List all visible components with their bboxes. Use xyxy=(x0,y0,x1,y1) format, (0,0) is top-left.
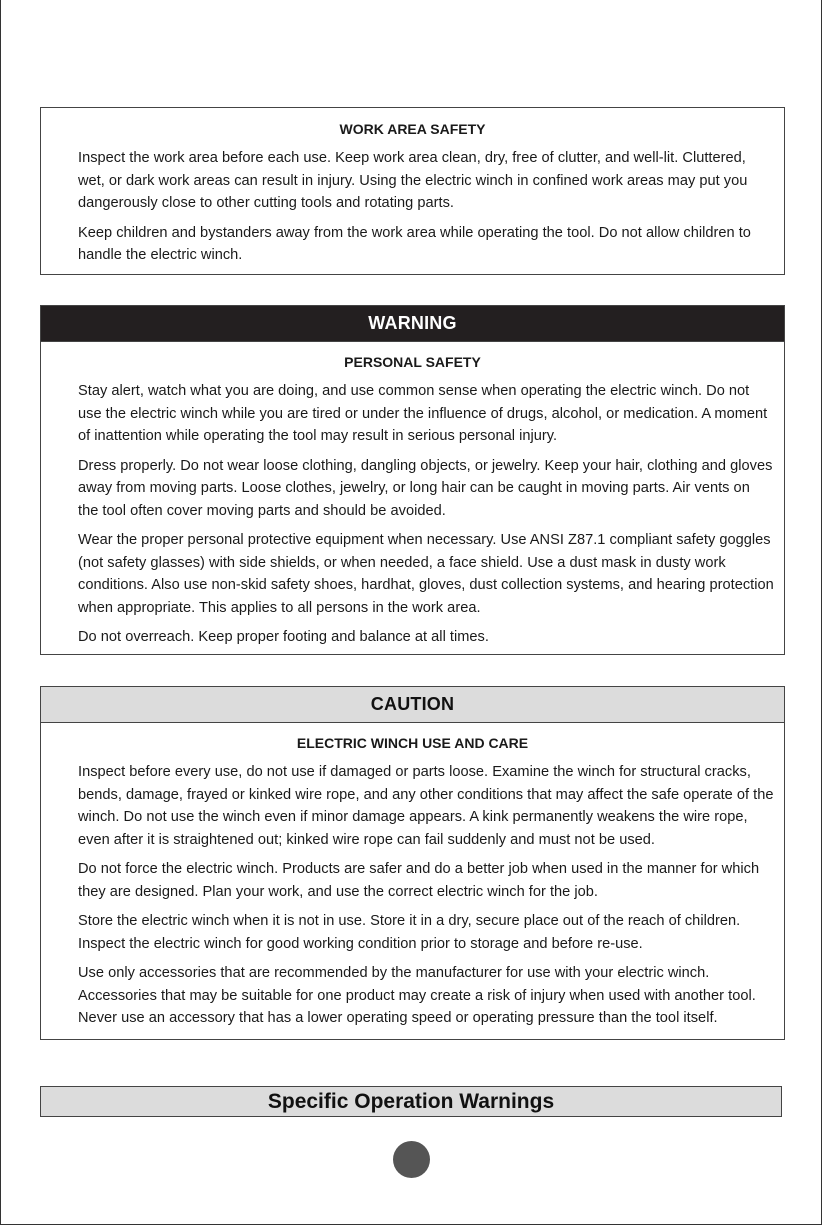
personal-safety-paragraph-2: Dress properly. Do not wear loose clothing, dangling objects, or jewelry. Keep your hair, clothing and gloves away from moving parts. Loose clothes, jewelry, or long hair can be caught in moving parts. Air vents on the tool often cover moving parts and should be avoided. xyxy=(78,457,773,519)
winch-use-care-body xyxy=(41,761,784,1030)
personal-safety-title: PERSONAL SAFETY xyxy=(344,354,481,370)
work-area-safety-title: WORK AREA SAFETY xyxy=(339,121,486,137)
personal-safety-paragraph-1: Stay alert, watch what you are doing, and use common sense when operating the electric winch. Do not use the electric winch while you are tired or under the influence of drugs, alcohol, or medication. A moment of inattention while operating the tool may result in serious personal injury. xyxy=(78,383,768,444)
winch-use-care-paragraph-1: Inspect before every use, do not use if damaged or parts loose. Examine the winch for structural cracks, bends, damage, frayed or kinked wire rope, and any other conditions that may affect the safe operate of the winch. Do not use the winch even if minor damage appears. A kink permanently weakens the wire rope, even after it is straightened out; kinked wire rope can fail suddenly and must not be used. xyxy=(78,764,774,848)
personal-safety-paragraph-3: Wear the proper personal protective equipment when necessary. Use ANSI Z87.1 compliant safety goggles (not safety glasses) with side shields, or when needed, a face shield. Use a dust mask in dusty work conditions. Also use non-skid safety shoes, hardhat, gloves, dust collection systems, and hearing protection when appropriate. This applies to all persons in the work area. xyxy=(78,532,774,616)
warning-box xyxy=(40,305,785,655)
work-area-paragraph-1: Inspect the work area before each use. Keep work area clean, dry, free of clutter, and well-lit. Cluttered, wet, or dark work areas can result in injury. Using the electric winch in confined work areas may put you dangerously close to other cutting tools and rotating parts. xyxy=(78,150,748,211)
personal-safety-paragraph-4: Do not overreach. Keep proper footing and balance at all times. xyxy=(78,629,489,645)
work-area-safety-box xyxy=(40,107,785,275)
page-number-dot xyxy=(393,1141,430,1178)
winch-use-care-paragraph-3: Store the electric winch when it is not in use. Store it in a dry, secure place out of the reach of children. Inspect the electric winch for good working condition prior to storage and before re-use. xyxy=(78,913,741,952)
winch-use-care-title: ELECTRIC WINCH USE AND CARE xyxy=(296,735,529,751)
work-area-paragraph-2: Keep children and bystanders away from the work area while operating the tool. Do not allow children to handle the electric winch. xyxy=(78,224,751,263)
specific-operation-warnings-banner: Specific Operation Warnings xyxy=(40,1086,782,1117)
winch-use-care-paragraph-2: Do not force the electric winch. Products are safer and do a better job when used in the manner for which they are designed. Plan your work, and use the correct electric winch for the job. xyxy=(78,861,760,900)
winch-use-care-paragraph-4: Use only accessories that are recommended by the manufacturer for use with your electric winch. Accessories that may be suitable for one product may create a risk of injury when used with another tool. Never use an accessory that has a lower operating speed or operating pressure than the tool itself. xyxy=(78,965,756,1026)
warning-header: WARNING xyxy=(41,306,784,342)
work-area-safety-body xyxy=(41,147,784,267)
caution-box xyxy=(40,686,785,1040)
caution-header: CAUTION xyxy=(41,687,784,723)
personal-safety-body xyxy=(41,380,784,649)
